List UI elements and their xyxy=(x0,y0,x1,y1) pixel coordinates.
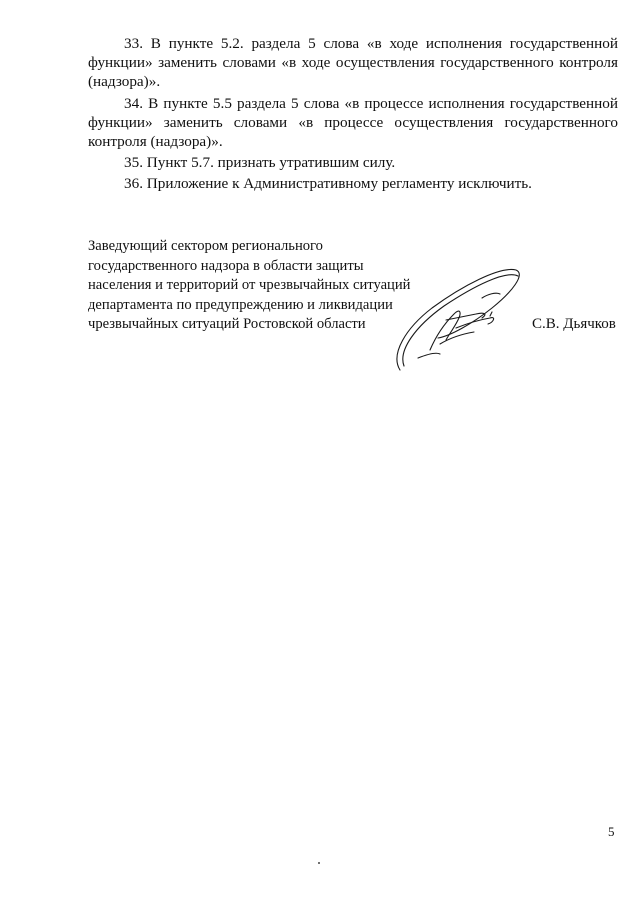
paragraph-35: 35. Пункт 5.7. признать утратившим силу. xyxy=(124,154,396,172)
signatory-title-line: Заведующий сектором регионального xyxy=(88,238,323,254)
page-number: 5 xyxy=(608,824,615,839)
paragraph-33: 33. В пункте 5.2. раздела 5 слова «в ходе исполнения государственной функции» заменить словами «в ходе осуществления государственного контроля (надзора)». xyxy=(88,35,618,91)
scan-speck xyxy=(318,862,320,864)
signatory-title-line: чрезвычайных ситуаций Ростовской области xyxy=(88,316,366,333)
signatory-title-line: департамента по предупреждению и ликвидации xyxy=(88,296,393,313)
paragraph-34: 34. В пункте 5.5 раздела 5 слова «в процессе исполнения государственной функции» заменить словами «в процессе осуществления государственного контроля (надзора)». xyxy=(88,94,618,151)
signatory-title xyxy=(88,237,428,335)
signatory-title-line: населения и территорий от чрезвычайных ситуаций xyxy=(88,277,411,294)
paragraph-36: 36. Приложение к Административному регламенту исключить. xyxy=(124,175,532,193)
signatory-title-line: государственного надзора в области защиты xyxy=(88,257,364,274)
handwritten-signature xyxy=(388,258,528,378)
document-body xyxy=(88,34,618,196)
signer-name: С.В. Дьячков xyxy=(532,316,616,332)
